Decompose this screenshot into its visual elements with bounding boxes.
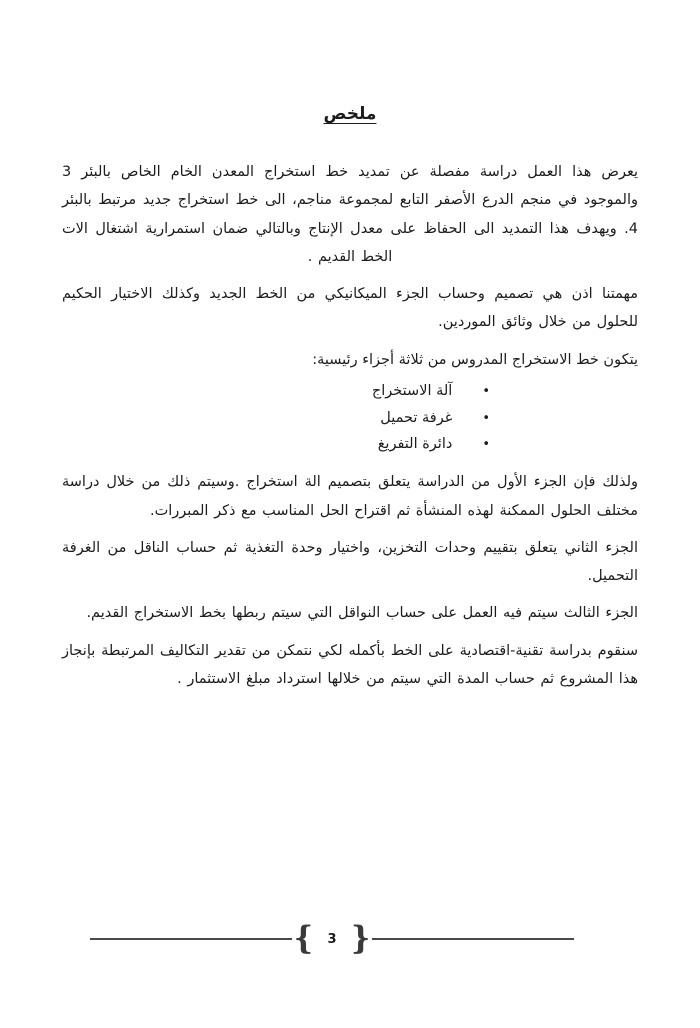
page-title: ملخص bbox=[323, 104, 377, 124]
list-item-label: غرفة تحميل bbox=[380, 409, 453, 426]
page-content bbox=[62, 104, 638, 702]
paragraph-part-two: الجزء الثاني يتعلق بتقييم وحدات التخزين، واختيار وحدة التغذية ثم حساب الناقل من الغرفة التحميل. bbox=[62, 539, 638, 585]
page-number: 3 bbox=[327, 931, 337, 947]
footer-rule-right bbox=[372, 938, 574, 940]
footer-brace-right: } bbox=[351, 920, 371, 957]
page-footer bbox=[90, 921, 574, 957]
list-item-label: دائرة التفريغ bbox=[377, 436, 453, 453]
list-item bbox=[62, 378, 638, 405]
paragraph-intro: يعرض هذا العمل دراسة مفصلة عن تمديد خط استخراج المعدن الخام الخاص بالبئر 3 والموجود في منجم الدرع الأصفر التابع لمجموعة مناجم، الى خط استخراج جديد مرتبط بالبئر 4. ويهدف هذا التمديد الى الحفاظ على معدل الإنتاج وبالتالي ضمان استمرارية اشتغال الات الخط القديم . bbox=[62, 164, 638, 265]
parts-bullet-list bbox=[62, 378, 638, 458]
paragraph-part-three: الجزء الثالث سيتم فيه العمل على حساب النواقل التي سيتم ربطها بخط الاستخراج القديم. bbox=[86, 605, 638, 622]
list-item bbox=[62, 431, 638, 458]
list-item-label: آلة الاستخراج bbox=[371, 382, 453, 399]
list-item bbox=[62, 405, 638, 432]
paragraph-economic-study: سنقوم بدراسة تقنية-اقتصادية على الخط بأكمله لكي نتمكن من تقدير التكاليف المرتبطة بإنجاز هذا المشروع ثم حساب المدة التي سيتم من خلالها استرداد مبلغ الاستثمار . bbox=[62, 642, 638, 687]
bullet-icon: • bbox=[482, 437, 490, 453]
list-intro-text: يتكون خط الاستخراج المدروس من ثلاثة أجزاء رئيسية: bbox=[312, 351, 638, 368]
paragraph-mission: مهمتنا اذن هي تصميم وحساب الجزء الميكانيكي من الخط الجديد وكذلك الاختيار الحكيم للحلول من خلال وثائق الموردين. bbox=[62, 286, 638, 331]
paragraph-part-one: ولذلك فإن الجزء الأول من الدراسة يتعلق بتصميم الة استخراج .وسيتم ذلك من خلال دراسة مختلف الحلول الممكنة لهذه المنشأة ثم اقتراح الحل المناسب مع ذكر المبررات. bbox=[62, 474, 638, 519]
footer-rule-left bbox=[90, 938, 292, 940]
footer-brace-left: { bbox=[293, 920, 313, 957]
bullet-icon: • bbox=[482, 383, 490, 399]
bullet-icon: • bbox=[482, 410, 490, 426]
